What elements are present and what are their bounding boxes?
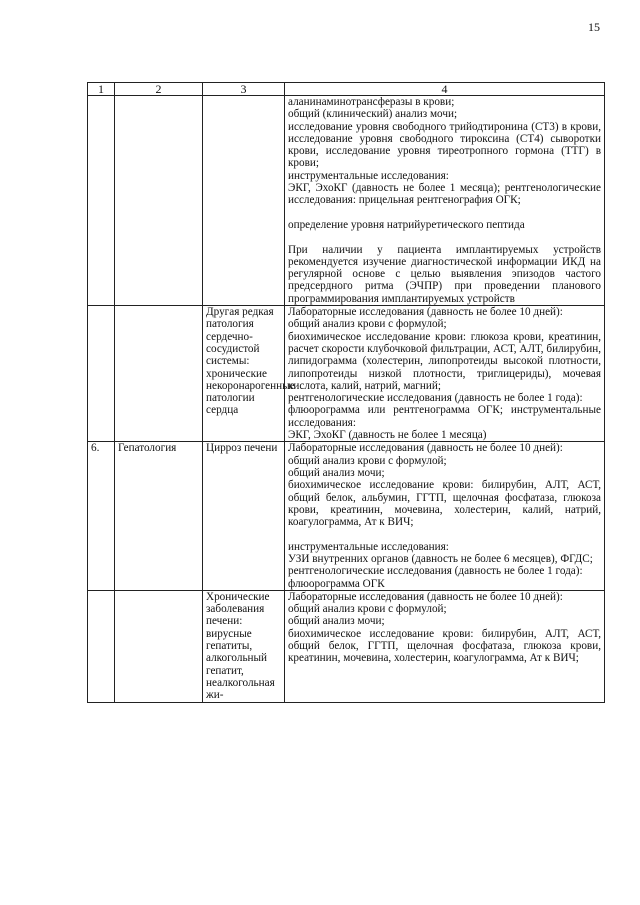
- examination-line: аланинаминотрансферазы в крови;: [288, 96, 455, 108]
- examination-line: флюорограмма или рентгенограмма ОГК; инструментальные исследования:: [288, 404, 601, 429]
- table-body: [88, 96, 605, 703]
- header-cell-2: 2: [115, 83, 203, 96]
- examinations-cell: [285, 306, 605, 442]
- row-number-cell: [88, 590, 115, 702]
- examination-line: инструментальные исследования:: [288, 169, 449, 182]
- examination-line: Лабораторные исследования (давность не более 10 дней):: [288, 306, 563, 319]
- page-number: 15: [588, 20, 600, 34]
- examination-line: УЗИ внутренних органов (давность не более 6 месяцев), ФГДС;: [288, 552, 593, 565]
- examination-line: общий анализ мочи;: [288, 615, 385, 628]
- examination-line: [288, 528, 601, 540]
- examination-line: ЭКГ, ЭхоКГ (давность не более 1 месяца); рентгенологические исследования: прицельная рентгенография ОГК;: [288, 182, 601, 207]
- condition-cell: [203, 96, 285, 306]
- examination-line: Лабораторные исследования (давность не более 10 дней):: [288, 442, 563, 455]
- examinations-cell: [285, 590, 605, 702]
- examination-line: биохимическое исследование крови: билирубин, АЛТ, АСТ, общий белок, ГГТП, щелочная фосфатаза, глюкоза крови, креатинин, мочевина, холестерин, коагулограмма, Ат к ВИЧ;: [288, 627, 601, 665]
- specialty-cell: [115, 96, 203, 306]
- examination-line: рентгенологические исследования (давность не более 1 года):: [288, 565, 583, 578]
- header-cell-1: 1: [88, 83, 115, 96]
- examination-line: ЭКГ, ЭхоКГ (давность не более 1 месяца): [288, 429, 487, 442]
- header-cell-3: 3: [203, 83, 285, 96]
- examination-line: флюорограмма ОГК: [288, 577, 385, 590]
- examination-line: общий анализ мочи;: [288, 466, 385, 479]
- examination-line: рентгенологические исследования (давность не более 1 года):: [288, 392, 583, 405]
- specialty-cell: [115, 590, 203, 702]
- examination-line: биохимическое исследование крови: глюкоза крови, креатинин, расчет скорости клубочковой фильтрации, АСТ, АЛТ, билирубин, липидограмма (холестерин, липопротеиды высокой плотности, липопротеиды низкой плотности, триглицериды), мочевая кислота, калий, натрий, магний;: [288, 330, 601, 392]
- examinations-cell: [285, 442, 605, 591]
- examination-line: исследование уровня свободного трийодтиронина (СТ3) в крови, исследование уровня свободного тироксина (СТ4) сыворотки крови, исследование уровня тиреотропного гормона (ТТГ) в крови;: [288, 120, 601, 170]
- row-number-cell: 6.: [88, 442, 115, 591]
- examination-line: определение уровня натрийуретического пептида: [288, 218, 525, 231]
- examination-line: При наличии у пациента имплантируемых устройств рекомендуется изучение диагностической информации ИКД на регулярной основе с целью выявления эпизодов частого предсердного ритма (ЭЧПР) при проведении планового программирования имплантируемых устройств: [288, 243, 601, 305]
- specialty-cell: [115, 306, 203, 442]
- table-row: [88, 306, 605, 442]
- examination-line: [288, 207, 601, 219]
- examination-line: общий анализ крови с формулой;: [288, 318, 447, 331]
- examination-line: Лабораторные исследования (давность не более 10 дней):: [288, 590, 563, 603]
- header-cell-4: 4: [285, 83, 605, 96]
- examination-line: [288, 231, 601, 243]
- specialty-cell: Гепатология: [115, 442, 203, 591]
- row-number-cell: [88, 96, 115, 306]
- examination-line: инструментальные исследования:: [288, 540, 449, 553]
- examination-line: общий анализ крови с формулой;: [288, 603, 447, 616]
- condition-cell: Хронические заболевания печени: вирусные гепатиты, алкогольный гепатит, неалкогольная жи-: [203, 590, 285, 702]
- table-row: [88, 590, 605, 702]
- condition-cell: Цирроз печени: [203, 442, 285, 591]
- examination-line: биохимическое исследование крови: билирубин, АЛТ, АСТ, общий белок, альбумин, ГГТП, щелочная фосфатаза, глюкоза крови, креатинин, мочевина, холестерин, калий, натрий, коагулограмма, Ат к ВИЧ;: [288, 479, 601, 529]
- examination-table: [87, 82, 605, 703]
- examination-line: общий анализ крови с формулой;: [288, 454, 447, 467]
- condition-cell: Другая редкая патология сердечно-сосудистой системы: хронические некоронарогенные патологии сердца: [203, 306, 285, 442]
- examinations-cell: [285, 96, 605, 306]
- table-header-row: [88, 83, 605, 96]
- row-number-cell: [88, 306, 115, 442]
- table-row: [88, 442, 605, 591]
- examination-line: общий (клинический) анализ мочи;: [288, 108, 458, 121]
- table-row: [88, 96, 605, 306]
